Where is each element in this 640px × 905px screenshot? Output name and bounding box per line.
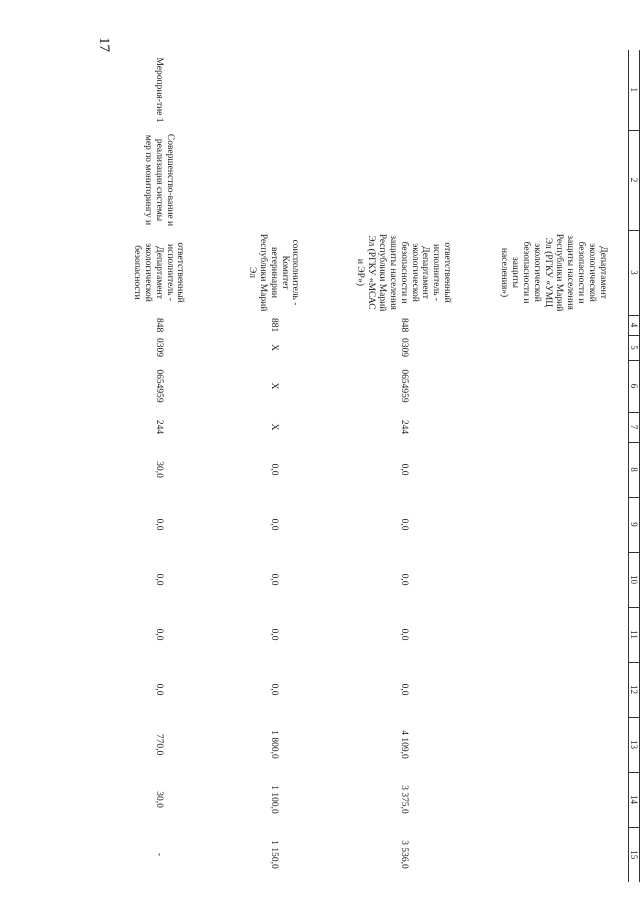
table-row <box>98 50 218 882</box>
header-cell: 13 <box>628 717 639 772</box>
header-cell: 9 <box>628 497 639 552</box>
header-cell: 6 <box>628 360 639 412</box>
header-cell: 15 <box>628 827 639 882</box>
table-cell: 0,0 <box>398 628 409 641</box>
table-cell: 244 <box>398 419 409 435</box>
table-cell: X <box>268 423 279 431</box>
table-cell <box>218 50 328 130</box>
table-cell <box>478 552 628 607</box>
program-table <box>98 50 640 882</box>
table-cell: 0,0 <box>268 628 279 641</box>
table-cell: ответственный исполнитель - Департамент экологической безопасности <box>131 242 186 303</box>
table-cell <box>478 360 628 412</box>
header-cell: 4 <box>628 315 639 335</box>
table-cell: соисполнитель - Комитет ветеринарии Республики Марий Эл <box>246 233 301 312</box>
table-cell <box>478 50 628 130</box>
table-cell: 4 109,0 <box>398 730 409 759</box>
table-cell <box>478 827 628 882</box>
table-cell <box>478 662 628 717</box>
table-cell: Совершенство-вание и реализация системы мер по мониторингу и <box>142 133 175 227</box>
table-cell <box>478 772 628 827</box>
table-cell: 770,0 <box>153 733 164 756</box>
header-cell: 2 <box>628 130 639 230</box>
table-cell: Мероприя-тие 1 <box>153 57 164 123</box>
table-cell: X <box>268 344 279 351</box>
table-cell <box>478 717 628 772</box>
table-cell: 848 <box>153 318 164 333</box>
table-cell: 30,0 <box>153 461 164 478</box>
table-cell: 1 100,0 <box>268 785 279 814</box>
header-cell: 14 <box>628 772 639 827</box>
table-cell: 0,0 <box>268 573 279 586</box>
table-cell: 0,0 <box>398 463 409 476</box>
table-cell: 30,0 <box>153 791 164 808</box>
table-cell: 1 800,0 <box>268 730 279 759</box>
table-cell: ответственный исполнитель - Департамент экологической безопасности и защиты населения Республики Марий Эл (РГКУ «МСАС и ЭР») <box>354 233 453 312</box>
header-cell: 11 <box>628 607 639 662</box>
table-cell: X <box>268 382 279 390</box>
table-cell: 0,0 <box>398 683 409 696</box>
table-cell: 0309 <box>398 338 409 357</box>
table-cell: 3 375,0 <box>398 785 409 814</box>
table-cell <box>478 497 628 552</box>
table-cell: 0,0 <box>268 463 279 476</box>
header-cell: 12 <box>628 662 639 717</box>
table-cell: - <box>153 852 164 857</box>
table-cell: 0,0 <box>268 683 279 696</box>
table-cell: 0,0 <box>268 518 279 531</box>
table-row <box>478 50 628 882</box>
table-cell <box>328 50 478 130</box>
table-row <box>218 50 328 882</box>
table-cell: 0,0 <box>153 683 164 696</box>
table-row <box>328 50 478 882</box>
header-cell: 8 <box>628 442 639 497</box>
table-cell: 1 150,0 <box>268 840 279 869</box>
table-cell: 3 536,0 <box>398 840 409 869</box>
table-cell <box>328 130 478 230</box>
table-cell: 0309 <box>153 338 164 357</box>
header-cell: 5 <box>628 335 639 360</box>
table-cell: 0,0 <box>153 628 164 641</box>
table-cell <box>478 607 628 662</box>
table-cell <box>478 335 628 360</box>
header-cell: 1 <box>628 50 639 130</box>
table-cell: 881 <box>268 318 279 333</box>
table-cell: Департамент экологической безопасности и защиты населения Республики Марий Эл (РГКУ «УМЦ экологической безопасности и защиты населения») <box>499 233 608 312</box>
table-cell: 848 <box>398 318 409 333</box>
table-cell: 0654959 <box>398 369 409 403</box>
header-row <box>628 50 639 882</box>
header-cell: 10 <box>628 552 639 607</box>
table-cell <box>218 130 328 230</box>
table-cell <box>478 315 628 335</box>
table-cell: 0,0 <box>153 573 164 586</box>
table-cell: 244 <box>153 419 164 435</box>
table-cell: 0,0 <box>398 518 409 531</box>
table-cell: 0654959 <box>153 369 164 403</box>
header-cell: 7 <box>628 412 639 442</box>
table-cell <box>478 412 628 442</box>
table-cell: 0,0 <box>153 518 164 531</box>
page-number: 17 <box>96 37 112 52</box>
table-cell: 0,0 <box>398 573 409 586</box>
table-cell <box>478 442 628 497</box>
header-cell: 3 <box>628 230 639 315</box>
table-cell <box>478 130 628 230</box>
